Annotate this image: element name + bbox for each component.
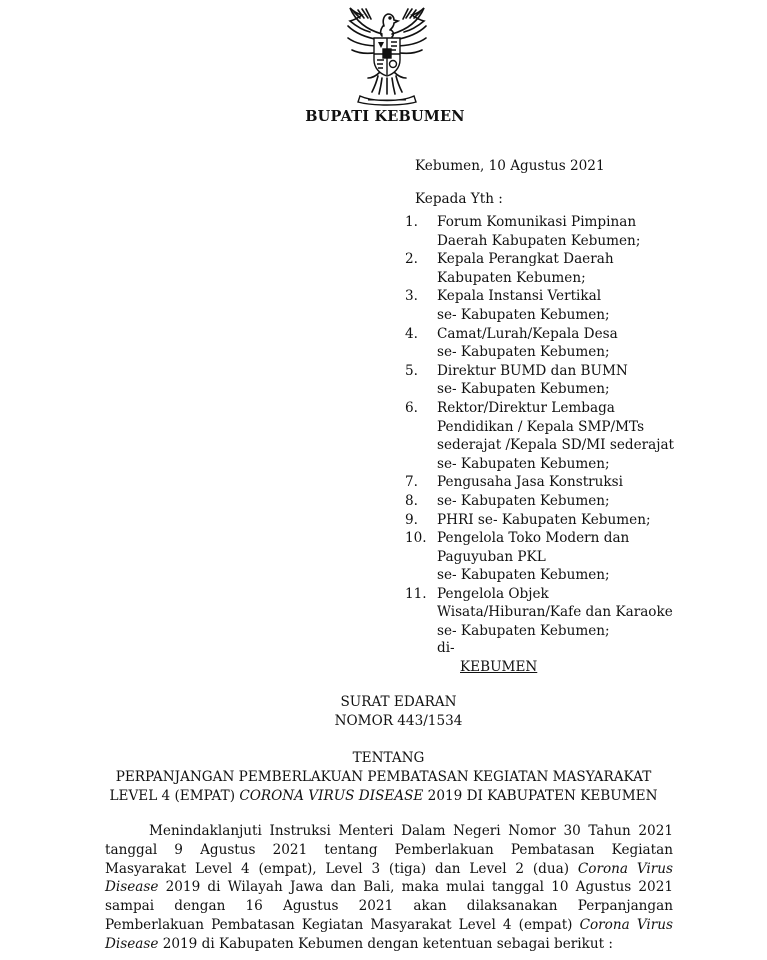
item-line: se- Kabupaten Kebumen; [437, 623, 610, 640]
list-item [405, 399, 735, 473]
item-number: 8. [405, 492, 418, 509]
item-line: Pengelola Objek [437, 585, 549, 602]
body-text-run: 2019 di Kabupaten Kebumen dengan ketentuan sebagai berikut : [158, 935, 614, 952]
item-line: PHRI se- Kabupaten Kebumen; [437, 511, 651, 528]
list-item [405, 362, 735, 399]
item-number: 6. [405, 399, 418, 416]
header-title: BUPATI KEBUMEN [305, 108, 465, 125]
item-number: 10. [405, 530, 427, 547]
item-line: se- Kabupaten Kebumen; [437, 492, 610, 509]
item-number: 2. [405, 251, 418, 268]
destination-city: KEBUMEN [460, 659, 538, 675]
item-line: Camat/Lurah/Kepala Desa [437, 325, 618, 342]
subject-line-2-end: 2019 DI KABUPATEN KEBUMEN [423, 788, 658, 804]
item-line: Pengelola Toko Modern dan [437, 530, 630, 547]
subject-line-2 [0, 787, 767, 806]
list-item [405, 213, 735, 250]
circular-number: NOMOR 443/1534 [334, 712, 463, 729]
body-italic-run: Corona Virus [579, 916, 673, 933]
letter-date: Kebumen, 10 Agustus 2021 [415, 158, 605, 174]
body-line [105, 935, 673, 954]
body-line: Menindaklanjuti Instruksi Menteri Dalam Negeri Nomor 30 Tahun 2021 [149, 823, 673, 839]
item-line: se- Kabupaten Kebumen; [437, 567, 610, 584]
item-line: Kepala Instansi Vertikal [437, 288, 602, 305]
list-item [405, 492, 735, 511]
addressee-label: Kepada Yth : [415, 191, 503, 207]
item-line: Paguyuban PKL [437, 548, 546, 565]
body-line [105, 878, 673, 897]
item-line: Pengusaha Jasa Konstruksi [437, 474, 623, 491]
item-number: 7. [405, 474, 418, 491]
body-line: sampai dengan 16 Agustus 2021 akan dilaksanakan Perpanjangan [105, 898, 673, 915]
item-line: Wisata/Hiburan/Kafe dan Karaoke [437, 604, 673, 621]
list-item [405, 585, 735, 641]
item-line: Rektor/Direktur Lembaga [437, 399, 615, 416]
recipient-list [405, 213, 735, 641]
circular-label: SURAT EDARAN [340, 694, 457, 710]
body-italic-run: Corona Virus [577, 860, 673, 877]
body-text-run: Pemberlakuan Pembatasan Kegiatan Masyarakat Level 4 (empat) [105, 916, 580, 933]
item-number: 3. [405, 288, 418, 305]
item-line: se- Kabupaten Kebumen; [437, 381, 610, 398]
item-number: 11. [405, 585, 427, 602]
list-item [405, 529, 735, 585]
item-number: 4. [405, 325, 418, 342]
item-line: Forum Komunikasi Pimpinan [437, 214, 637, 230]
body-line [105, 916, 673, 935]
item-line: se- Kabupaten Kebumen; [437, 306, 610, 323]
item-number: 9. [405, 511, 418, 528]
subject-line-2-italic: CORONA VIRUS DISEASE [239, 788, 424, 804]
item-line: se- Kabupaten Kebumen; [437, 455, 610, 472]
body-paragraph [105, 822, 673, 954]
body-italic-run: Disease [105, 935, 159, 952]
list-item [405, 287, 735, 324]
list-item [405, 250, 735, 287]
item-number: 5. [405, 362, 418, 379]
list-item [405, 325, 735, 362]
letter-header [0, 108, 767, 125]
item-line: Pendidikan / Kepala SMP/MTs [437, 418, 645, 435]
body-text-run: Masyarakat Level 4 (empat), Level 3 (tiga) dan Level 2 (dua) [105, 860, 578, 877]
garuda-emblem-icon [338, 4, 436, 106]
item-line: Direktur BUMD dan BUMN [437, 362, 628, 379]
item-line: sederajat /Kepala SD/MI sederajat [437, 437, 675, 454]
subject-line-1: PERPANJANGAN PEMBERLAKUAN PEMBATASAN KEGIATAN MASYARAKAT [115, 769, 652, 785]
list-item [405, 473, 735, 492]
subject-line-2-start: LEVEL 4 (EMPAT) [109, 788, 240, 804]
item-number: 1. [405, 214, 418, 230]
body-text-run: 2019 di Wilayah Jawa dan Bali, maka mulai tanggal 10 Agustus 2021 [158, 879, 673, 896]
body-line: tanggal 9 Agustus 2021 tentang Pemberlakuan Pembatasan Kegiatan [105, 841, 673, 858]
body-italic-run: Disease [105, 879, 159, 896]
circular-title [0, 693, 767, 730]
list-item [405, 511, 735, 530]
item-line: Kepala Perangkat Daerah [437, 251, 614, 268]
subject-label: TENTANG [352, 750, 425, 766]
item-line: Kabupaten Kebumen; [437, 269, 586, 286]
subject-block [0, 749, 767, 806]
body-line [105, 860, 673, 879]
item-line: Daerah Kabupaten Kebumen; [437, 232, 641, 249]
destination-prefix: di- [437, 640, 455, 656]
item-line: se- Kabupaten Kebumen; [437, 344, 610, 361]
